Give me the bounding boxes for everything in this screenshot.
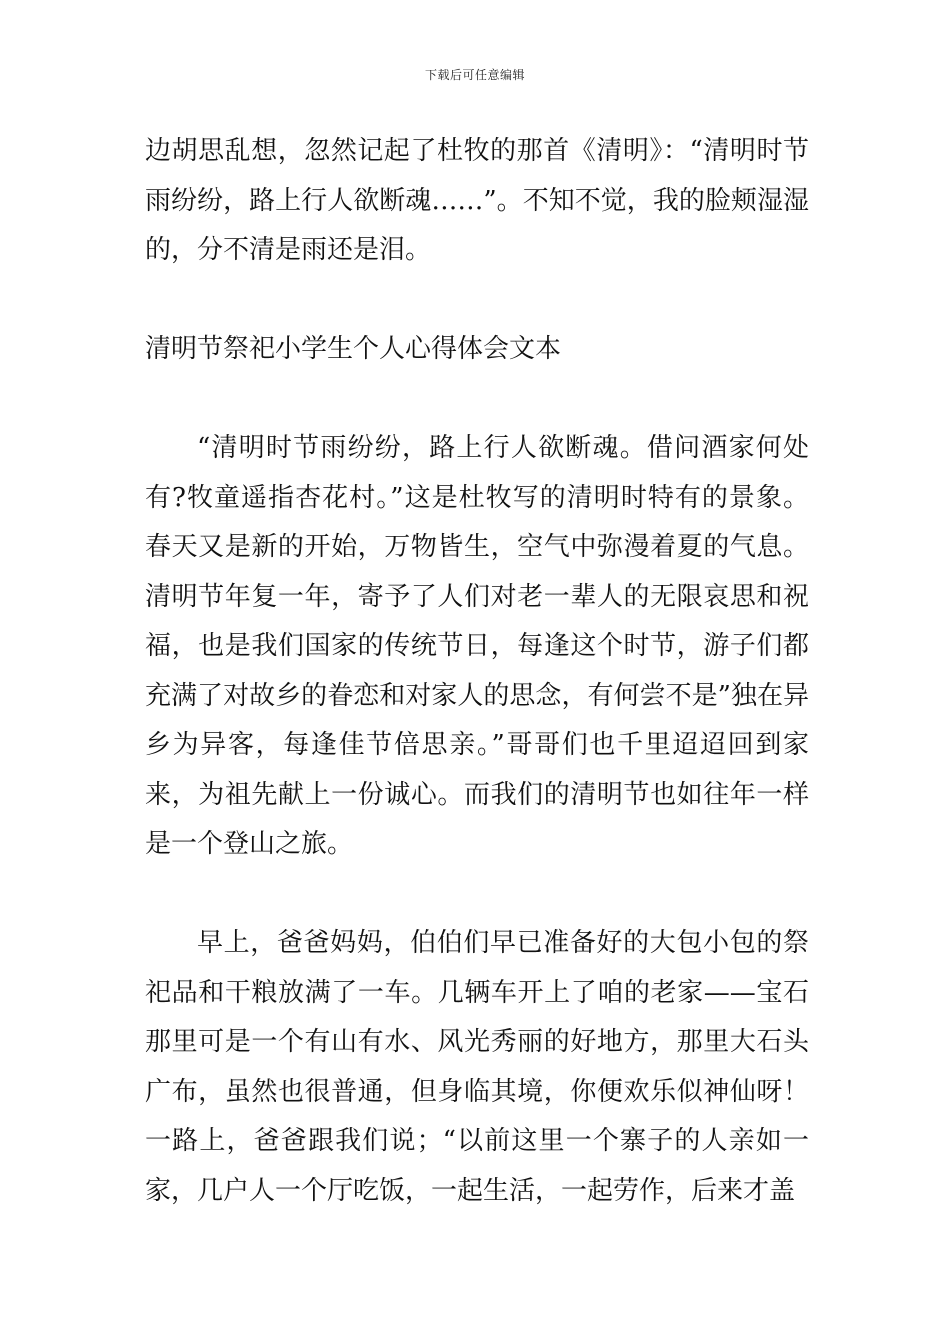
header-note: 下载后可任意编辑 bbox=[424, 68, 525, 82]
paragraph-spacer bbox=[145, 276, 809, 326]
paragraph-spacer bbox=[145, 375, 809, 425]
paragraph-2: “清明时节雨纷纷，路上行人欲断魂。借问酒家何处有?牧童遥指杏花村。”这是杜牧写的清明时特有的景象。春天又是新的开始，万物皆生，空气中弥漫着夏的气息。清明节年复一年，寄予了人们对老一辈人的无限哀思和祝福，也是我们国家的传统节日，每逢这个时节，游子们都充满了对故乡的眷恋和对家人的思念，有何尝不是”独在异乡为异客，每逢佳节倍思亲。”哥哥们也千里迢迢回到家来，为祖先献上一份诚心。而我们的清明节也如往年一样是一个登山之旅。 bbox=[145, 433, 809, 859]
document-body bbox=[145, 127, 809, 1216]
paragraph-spacer bbox=[145, 870, 809, 920]
paragraph-3: 早上，爸爸妈妈，伯伯们早已准备好的大包小包的祭祀品和干粮放满了一车。几辆车开上了咱的老家——宝石那里可是一个有山有水、风光秀丽的好地方，那里大石头广布，虽然也很普通，但身临其境，你便欢乐似神仙呀！一路上，爸爸跟我们说；“以前这里一个寨子的人亲如一家，几户人一个厅吃饭，一起生活，一起劳作，后来才盖 bbox=[145, 928, 809, 1206]
section-title: 清明节祭祀小学生个人心得体会文本 bbox=[145, 334, 562, 364]
paragraph-1: 边胡思乱想，忽然记起了杜牧的那首《清明》：“清明时节雨纷纷，路上行人欲断魂……”。不知不觉，我的脸颊湿湿的，分不清是雨还是泪。 bbox=[145, 136, 809, 265]
